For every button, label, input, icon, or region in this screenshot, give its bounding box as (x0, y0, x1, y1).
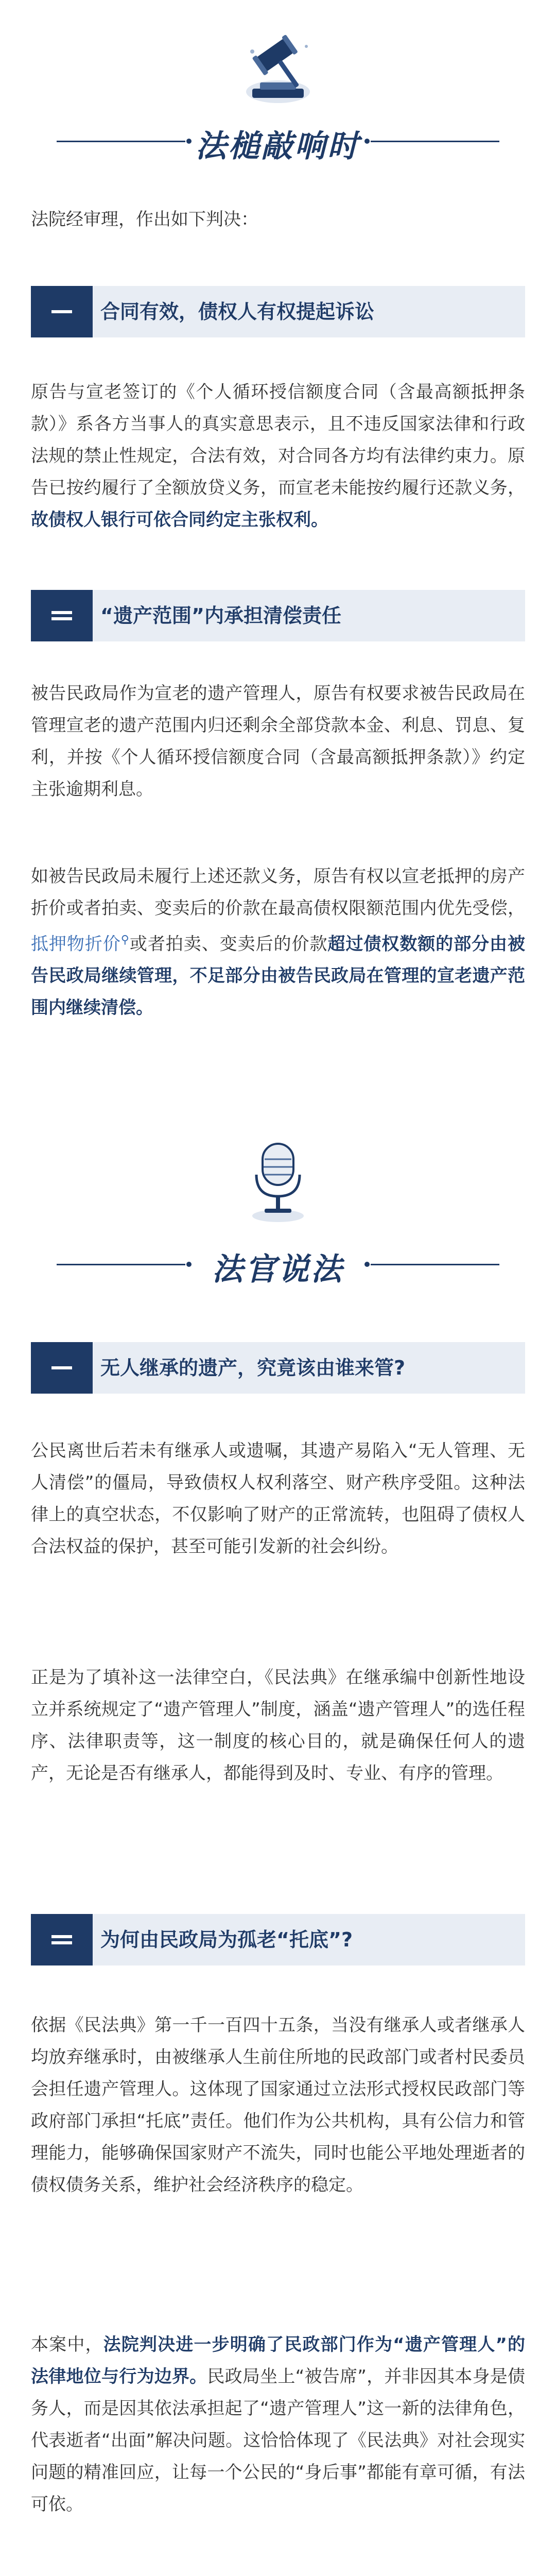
header-line-right (371, 1264, 499, 1265)
verdict-item-2-header (31, 590, 525, 641)
verdict-item-1-highlight: 故债权人银行可依合同约定主张权利。 (31, 510, 328, 530)
judge-item-2-text-b (31, 2329, 525, 2520)
judge-item-1-header (31, 1342, 525, 1394)
judge-item-1-text-b: 正是为了填补这一法律空白，《民法典》在继承编中创新性地设立并系统规定了“遗产管理人”制度，涵盖“遗产管理人”的选任程序、法律职责等，这一制度的核心目的，就是确保任何人的遗产，无论是否有继承人，都能得到及时、专业、有序的管理。 (31, 1667, 525, 1784)
judge-item-1-title: 无人继承的遗产，究竟该由谁来管? (100, 1357, 406, 1379)
verdict-item-2-text-b (31, 860, 525, 1024)
item-number-badge (31, 1342, 93, 1394)
header-dot-right (364, 139, 370, 144)
gavel-icon (237, 31, 319, 108)
verdict-item-1-body: 原告与宣老签订的《个人循环授信额度合同（含最高额抵押条款）》系各方当事人的真实意思表示，且不违反国家法律和行政法规的禁止性规定，合法有效，对合同各方均有法律约束力。原告已按约履行了全额放贷义务，而宣老未能按约履行还款义务， (31, 382, 525, 498)
item-number-badge (31, 590, 93, 641)
verdict-item-2-text-a: 被告民政局作为宣老的遗产管理人，原告有权要求被告民政局在管理宣老的遗产范围内归还剩余全部贷款本金、利息、罚息、复利，并按《个人循环授信额度合同（含最高额抵押条款）》约定主张逾期利息。 (31, 683, 525, 800)
judge-item-2-body-cont: 民政局坐上“被告席”，并非因其本身是债务人，而是因其依法承担起了“遗产管理人”这一新的法律角色，代表逝者“出面”解决问题。这恰恰体现了《民法典》对社会现实问题的精准回应，让每一个公民的“身后事”都能有章可循，有法可依。 (31, 2366, 525, 2515)
judge-item-2-highlight: 法院判决进一步明确了民政部门作为“遗产管理人”的法律地位与行为边界。 (31, 2334, 525, 2387)
header-line-right (371, 141, 499, 142)
search-icon: ⚲ (120, 934, 129, 946)
section-title-verdict: 法槌敲响时 (196, 128, 360, 164)
intro-text: 法院经审理，作出如下判决： (31, 209, 258, 230)
judge-section-header (0, 1139, 556, 1288)
verdict-section-header (0, 31, 556, 165)
mortgage-link[interactable]: 抵押物折价 (31, 934, 121, 955)
judge-item-2-title: 为何由民政局为孤老“托底”? (100, 1928, 353, 1951)
section-title-judge: 法官说法 (212, 1251, 344, 1287)
judge-item-1-text-a: 公民离世后若未有继承人或遗嘱，其遗产易陷入“无人管理、无人清偿”的僵局，导致债权人权利落空、财产秩序受阻。这种法律上的真空状态，不仅影响了财产的正常流转，也阻碍了债权人合法权益的保护，甚至可能引发新的社会纠纷。 (31, 1440, 525, 1557)
verdict-item-1-text (31, 376, 525, 536)
verdict-item-2-body: 如被告民政局未履行上述还款义务，原告有权以宣老抵押的房产折价或者拍卖、变卖后的价款在最高债权限额范围内优先受偿， (31, 866, 525, 919)
verdict-item-2-body-cont: 或者拍卖、变卖后的价款 (129, 934, 328, 955)
item-number-badge (31, 1914, 93, 1965)
judge-item-2-body: 本案中， (31, 2334, 103, 2355)
judge-item-2-header (31, 1914, 525, 1965)
judge-item-2-text-a: 依据《民法典》第一千一百四十五条，当没有继承人或者继承人均放弃继承时，由被继承人生前住所地的民政部门或者村民委员会担任遗产管理人。这体现了国家通过立法形式授权民政部门等政府部门承担“托底”责任。他们作为公共机构，具有公信力和管理能力，能够确保国家财产不流失，同时也能公平地处理逝者的债权债务关系，维护社会经济秩序的稳定。 (31, 2015, 525, 2195)
verdict-item-2-highlight: 超过债权数额的部分由被告民政局继续管理，不足部分由被告民政局在管理的宣老遗产范围内继续清偿。 (31, 934, 526, 1019)
header-dot-right (364, 1262, 370, 1267)
verdict-item-1-title: 合同有效，债权人有权提起诉讼 (100, 300, 375, 323)
verdict-item-2-title: “遗产范围”内承担清偿责任 (100, 604, 341, 627)
microphone-icon (242, 1139, 314, 1226)
item-number-badge (31, 286, 93, 337)
verdict-item-1-header (31, 286, 525, 337)
